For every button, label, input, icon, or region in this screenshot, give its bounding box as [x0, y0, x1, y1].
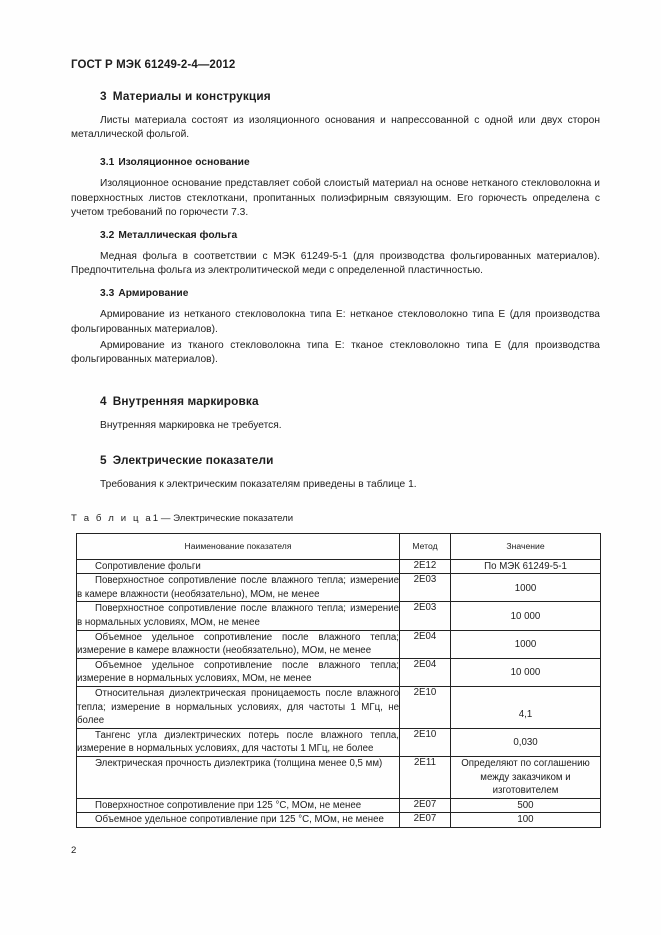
table-caption-number: 1: [152, 512, 159, 524]
cell-property-name: Поверхностное сопротивление при 125 °С, МОм, не менее: [77, 798, 400, 813]
subsection-title-3-1: Изоляционное основание: [118, 157, 250, 169]
table-row: [77, 574, 601, 602]
cell-value: 0,030: [451, 728, 601, 756]
section-heading-5: [71, 453, 600, 467]
section-title-5: Электрические показатели: [112, 453, 274, 468]
cell-value: По МЭК 61249-5-1: [451, 559, 601, 574]
table-caption-dash: —: [160, 512, 171, 524]
column-header-value: Значение: [451, 533, 601, 559]
cell-value: 10 000: [451, 658, 601, 686]
cell-method: 2E12: [400, 559, 451, 574]
page-header-standard-number: ГОСТ Р МЭК 61249-2-4—2012: [71, 59, 236, 71]
column-header-method: Метод: [400, 533, 451, 559]
cell-value: 500: [451, 798, 601, 813]
subsection-heading-3-2: [71, 230, 600, 241]
table-header: [77, 533, 601, 559]
section-5-intro: Требования к электрическим показателям приведены в таблице 1.: [100, 479, 417, 491]
cell-method: 2E03: [400, 602, 451, 630]
cell-property-name: Сопротивление фольги: [77, 559, 400, 574]
cell-method: 2E11: [400, 756, 451, 798]
table-row: [77, 798, 601, 813]
spacer: [71, 443, 600, 453]
cell-property-name: Объемное удельное сопротивление при 125 °С, МОм, не менее: [77, 813, 400, 828]
table-caption: [71, 513, 600, 524]
electrical-properties-table: [76, 533, 601, 828]
subsection-title-3-3: Армирование: [118, 288, 189, 300]
table-row: [77, 658, 601, 686]
section-number-5: 5: [100, 453, 107, 468]
cell-property-name: Поверхностное сопротивление после влажного тепла; измерение в камере влажности (необязательно), МОм, не менее: [77, 574, 400, 602]
cell-property-name: Объемное удельное сопротивление после влажного тепла; измерение в камере влажности (необязательно), МОм, не менее: [77, 630, 400, 658]
section-title-4: Внутренняя маркировка: [112, 394, 259, 409]
table-row: [77, 630, 601, 658]
table-header-row: [77, 533, 601, 559]
subsection-3-2-paragraph-1: Медная фольга в соответствии с МЭК 61249-5-1 (для производства фольгированных материалов). Предпочтительна фольга из электролитической меди с определенной пластичностью.: [71, 251, 600, 277]
cell-value: 1000: [451, 630, 601, 658]
table-row: [77, 602, 601, 630]
table-row: [77, 756, 601, 798]
subsection-3-3-paragraph-1: Армирование из нетканого стекловолокна типа Е: нетканое стекловолокно типа Е (для производства фольгированных материалов).: [71, 309, 600, 335]
subsection-number-3-3: 3.3: [100, 288, 115, 300]
table-row: [77, 686, 601, 728]
section-number-3: 3: [100, 89, 107, 103]
spacer: [71, 377, 600, 394]
section-heading-4: [71, 394, 600, 408]
cell-property-name: Объемное удельное сопротивление после влажного тепла; измерение в нормальных условиях, МОм, не менее: [77, 658, 400, 686]
spacer: [71, 503, 600, 513]
cell-property-name: Электрическая прочность диэлектрика (толщина менее 0,5 мм): [77, 756, 400, 798]
cell-property-name: Поверхностное сопротивление после влажного тепла; измерение в нормальных условиях, МОм, не менее: [77, 602, 400, 630]
subsection-number-3-2: 3.2: [100, 230, 115, 242]
table-caption-title: Электрические показатели: [173, 512, 294, 524]
cell-value: 10 000: [451, 602, 601, 630]
section-title-3: Материалы и конструкция: [112, 89, 271, 103]
cell-value: 100: [451, 813, 601, 828]
subsection-heading-3-3: [71, 288, 600, 299]
cell-method: 2E10: [400, 728, 451, 756]
cell-property-name: Относительная диэлектрическая проницаемость после влажного тепла; измерение в нормальных условиях, для частоты 1 МГц, не более: [77, 686, 400, 728]
column-header-name: Наименование показателя: [77, 533, 400, 559]
cell-method: 2E07: [400, 813, 451, 828]
section-3-intro: Листы материала состоят из изоляционного основания и напрессованной с одной или двух сторон металлической фольгой.: [71, 115, 600, 141]
cell-value: 4,1: [451, 686, 601, 728]
cell-method: 2E10: [400, 686, 451, 728]
subsection-number-3-1: 3.1: [100, 157, 115, 169]
section-4-intro: Внутренняя маркировка не требуется.: [100, 420, 282, 432]
table-row: [77, 813, 601, 828]
cell-property-name: Тангенс угла диэлектрических потерь после влажного тепла, измерение в нормальных условиях, для частоты 1 МГц, не более: [77, 728, 400, 756]
section-number-4: 4: [100, 394, 107, 409]
table-body: [77, 559, 601, 827]
page-number: 2: [71, 845, 77, 856]
cell-value: 1000: [451, 574, 601, 602]
table-caption-label: Т а б л и ц а: [71, 512, 153, 524]
subsection-heading-3-1: [71, 157, 600, 168]
table-row: [77, 559, 601, 574]
cell-method: 2E04: [400, 658, 451, 686]
document-body: [71, 89, 600, 828]
subsection-title-3-2: Металлическая фольга: [118, 230, 238, 242]
subsection-3-3-paragraph-2: Армирование из тканого стекловолокна типа Е: тканое стекловолокно типа Е (для производства фольгированных материалов).: [71, 339, 600, 366]
cell-method: 2E07: [400, 798, 451, 813]
subsection-3-1-paragraph-1: Изоляционное основание представляет собой слоистый материал на основе нетканого стекловолокна и поверхностных листов стеклоткани, пропитанных полиэфирным связующим. Его горючесть определена с учетом требований по горючести 7.3.: [71, 178, 600, 218]
cell-value: Определяют по соглашению между заказчиком и изготовителем: [451, 756, 601, 798]
table-row: [77, 728, 601, 756]
cell-method: 2E03: [400, 574, 451, 602]
cell-method: 2E04: [400, 630, 451, 658]
section-heading-3: [71, 89, 600, 103]
